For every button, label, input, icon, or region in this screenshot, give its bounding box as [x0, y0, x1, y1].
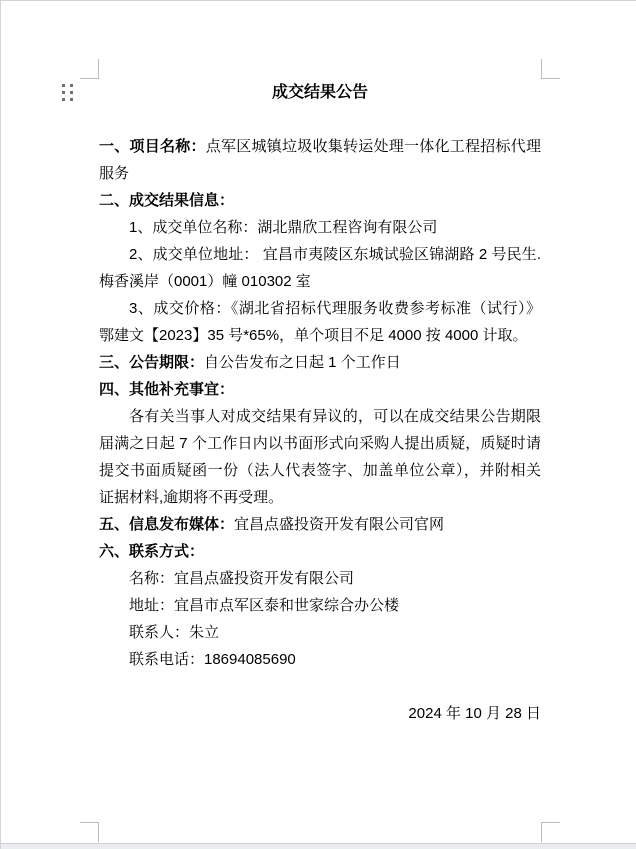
paragraph-winner-address: [99, 241, 541, 295]
paragraph-text: 2、成交单位地址： 宜昌市夷陵区东城试验区锦湖路 2 号民生.梅香溪岸（0001）幢 010302 室: [99, 246, 541, 290]
paragraph-contact-heading: [99, 538, 541, 565]
paragraph-contact-name: [99, 565, 541, 592]
margin-crop-mark-top-left: [80, 59, 99, 79]
paragraph-contact-address: [99, 592, 541, 619]
document-edit-area[interactable]: [99, 79, 541, 727]
paragraph-winner-name: [99, 214, 541, 241]
paragraph-text: 各有关当事人对成交结果有异议的，可以在成交结果公告期限届满之日起 7 个工作日内以书面形式向采购人提出质疑，质疑时请提交书面质疑函一份（法人代表签字、加盖单位公章），并附相关证据材料,逾期将不再受理。: [99, 408, 541, 506]
paragraph-announcement-period: [99, 349, 541, 376]
paragraph-text: 宜昌点盛投资开发有限公司官网: [234, 516, 445, 533]
paragraph-price: [99, 295, 541, 349]
margin-crop-mark-top-right: [541, 59, 560, 79]
drag-handle-dot: [62, 91, 65, 94]
drag-handle-dot: [70, 91, 73, 94]
blank-line: [99, 106, 541, 133]
drag-handle-dot: [62, 84, 65, 87]
section-label: 六、联系方式：: [99, 543, 205, 560]
margin-crop-mark-bottom-left: [80, 822, 99, 842]
drag-handle-dot: [70, 98, 73, 101]
paragraph-text: 名称：宜昌点盛投资开发有限公司: [129, 570, 355, 587]
paragraph-publish-media: [99, 511, 541, 538]
paragraph-text: 自公告发布之日起 1 个工作日: [204, 354, 401, 371]
paragraph-contact-phone: [99, 646, 541, 673]
drag-handle-dot: [70, 84, 73, 87]
paragraph-other-matters-heading: [99, 376, 541, 403]
drag-handle-dot: [62, 98, 65, 101]
paragraph-text: 联系电话：18694085690: [129, 651, 296, 668]
section-label: 一、项目名称：: [99, 138, 206, 155]
paragraph-contact-person: [99, 619, 541, 646]
paragraph-text: 1、成交单位名称：湖北鼎欣工程咨询有限公司: [129, 219, 438, 236]
paragraph-text: 3、成交价格：《湖北省招标代理服务收费参考标准（试行）》鄂建文【2023】35 号*65%，单个项目不足 4000 按 4000 计取。: [99, 300, 541, 344]
section-label: 五、信息发布媒体：: [99, 516, 235, 533]
paragraph-result-info-heading: [99, 187, 541, 214]
page-bottom-edge: [1, 843, 636, 849]
paragraph-objection-terms: [99, 403, 541, 511]
paragraph-text: 点军区城镇垃圾收集转运处理一体化工程招标代理服务: [99, 138, 541, 182]
paragraph-project-name: [99, 133, 541, 187]
paragraph-text: 联系人：朱立: [129, 624, 220, 641]
section-label: 三、公告期限：: [99, 354, 205, 371]
blank-line: [99, 673, 541, 700]
section-label: 二、成交结果信息：: [99, 192, 235, 209]
document-date: 2024 年 10 月 28 日: [408, 705, 541, 722]
margin-crop-mark-bottom-right: [541, 822, 560, 842]
drag-handle-icon[interactable]: [62, 84, 73, 101]
section-label: 四、其他补充事宜：: [99, 381, 235, 398]
paragraph-text: 地址：宜昌市点军区泰和世家综合办公楼: [129, 597, 400, 614]
document-title: 成交结果公告: [271, 84, 368, 101]
